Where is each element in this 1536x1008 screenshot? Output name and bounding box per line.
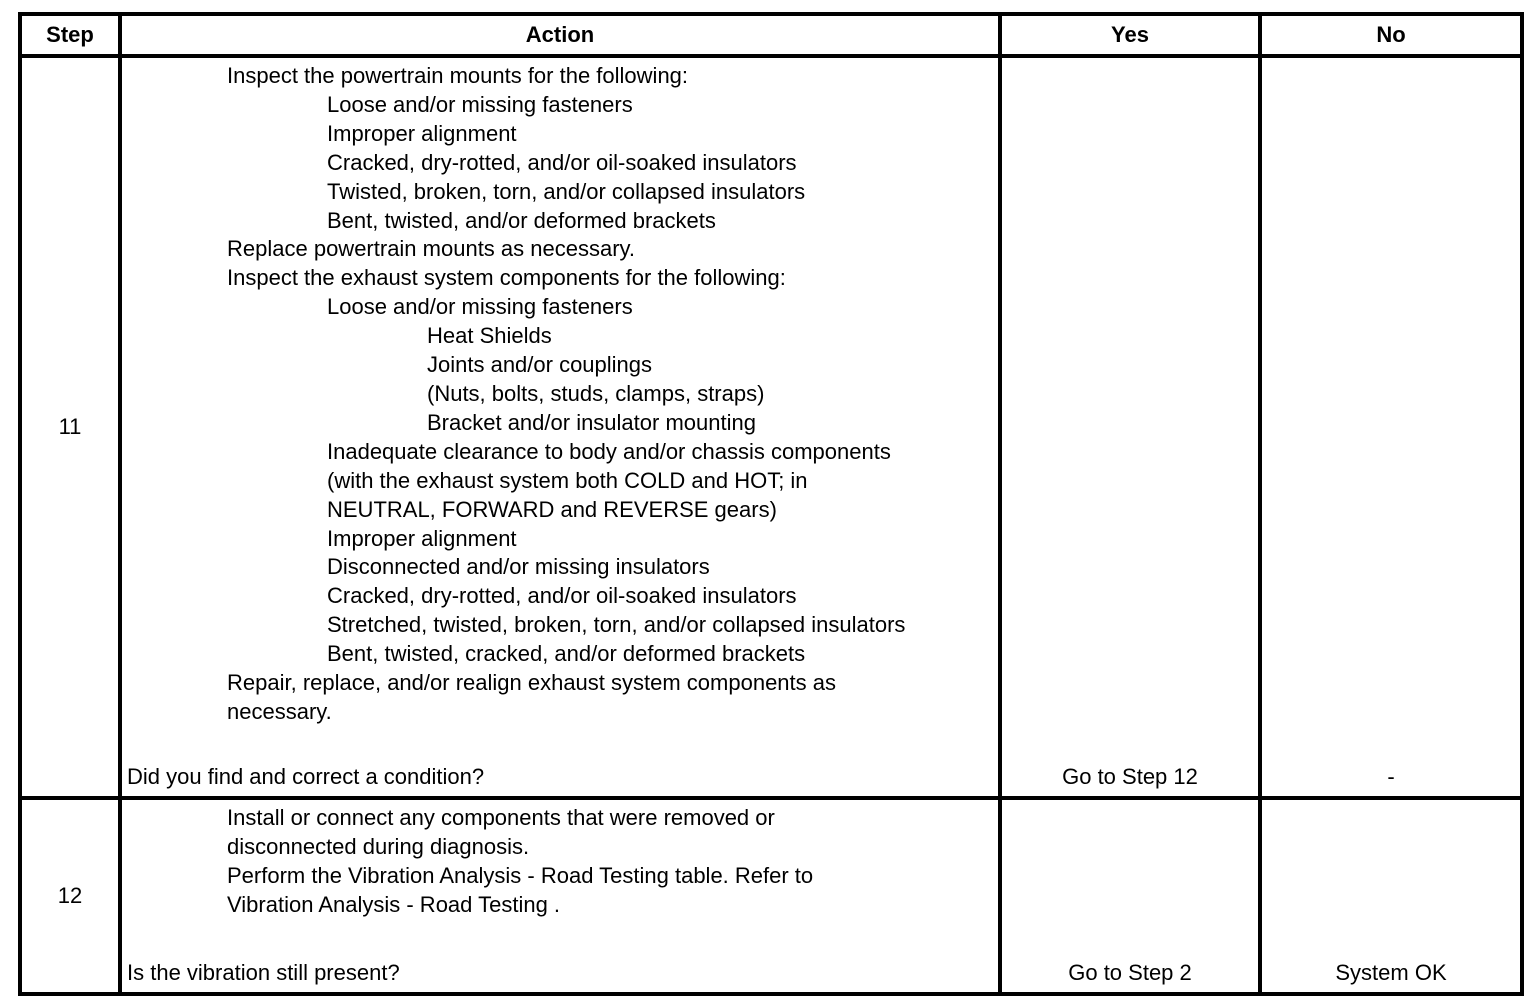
action-line: Perform the Vibration Analysis - Road Testing table. Refer to	[227, 862, 814, 888]
action-line: Bracket and/or insulator mounting	[427, 409, 756, 435]
action-line: Install or connect any components that were removed or	[227, 805, 775, 830]
action-lines	[122, 800, 998, 920]
action-line: (Nuts, bolts, studs, clamps, straps)	[427, 380, 765, 406]
no-cell	[1260, 56, 1522, 798]
header-no: No	[1260, 14, 1522, 56]
header-step: Step	[20, 14, 120, 56]
action-line: Bent, twisted, and/or deformed brackets	[327, 207, 716, 233]
action-line: Bent, twisted, cracked, and/or deformed brackets	[327, 641, 806, 667]
action-line: Replace powertrain mounts as necessary.	[227, 236, 636, 262]
action-line: Improper alignment	[327, 120, 517, 146]
action-line: Joints and/or couplings	[427, 352, 653, 378]
yes-result: Go to Step 2	[1068, 960, 1192, 985]
yes-cell	[1000, 798, 1260, 994]
action-line: Inadequate clearance to body and/or chassis components	[327, 438, 891, 464]
header-action: Action	[120, 14, 1000, 56]
action-lines	[122, 58, 998, 727]
step-row-12	[20, 798, 1522, 994]
action-line: Repair, replace, and/or realign exhaust system components as	[227, 670, 836, 696]
action-line: Inspect the exhaust system components for the following:	[227, 265, 786, 291]
question-text: Is the vibration still present?	[127, 960, 400, 985]
no-result: -	[1387, 764, 1395, 789]
action-line: Cracked, dry-rotted, and/or oil-soaked insulators	[327, 149, 797, 175]
action-line: Heat Shields	[427, 323, 552, 349]
step-number: 12	[20, 798, 120, 994]
step-number: 11	[20, 56, 120, 798]
action-line: Improper alignment	[327, 525, 517, 551]
yes-cell	[1000, 56, 1260, 798]
header-row	[20, 14, 1522, 56]
action-cell	[120, 56, 1000, 798]
action-line: Inspect the powertrain mounts for the following:	[227, 63, 689, 88]
action-line: (with the exhaust system both COLD and HOT; in	[327, 467, 808, 493]
action-line: Disconnected and/or missing insulators	[327, 554, 710, 580]
action-line: Stretched, twisted, broken, torn, and/or collapsed insulators	[327, 612, 906, 638]
step-row-11	[20, 56, 1522, 798]
action-line: disconnected during diagnosis.	[227, 833, 530, 859]
action-line: NEUTRAL, FORWARD and REVERSE gears)	[327, 496, 777, 522]
yes-result: Go to Step 12	[1062, 764, 1198, 789]
no-cell	[1260, 798, 1522, 994]
question-text: Did you find and correct a condition?	[127, 764, 485, 789]
action-cell	[120, 798, 1000, 994]
diagnostic-table	[18, 12, 1524, 996]
action-line: necessary.	[227, 698, 332, 724]
no-result: System OK	[1335, 960, 1447, 985]
action-line: Twisted, broken, torn, and/or collapsed insulators	[327, 178, 806, 204]
action-line: Loose and/or missing fasteners	[327, 294, 633, 320]
action-line: Loose and/or missing fasteners	[327, 91, 633, 117]
action-line: Vibration Analysis - Road Testing .	[227, 891, 561, 917]
action-line: Cracked, dry-rotted, and/or oil-soaked insulators	[327, 583, 797, 609]
header-yes: Yes	[1000, 14, 1260, 56]
